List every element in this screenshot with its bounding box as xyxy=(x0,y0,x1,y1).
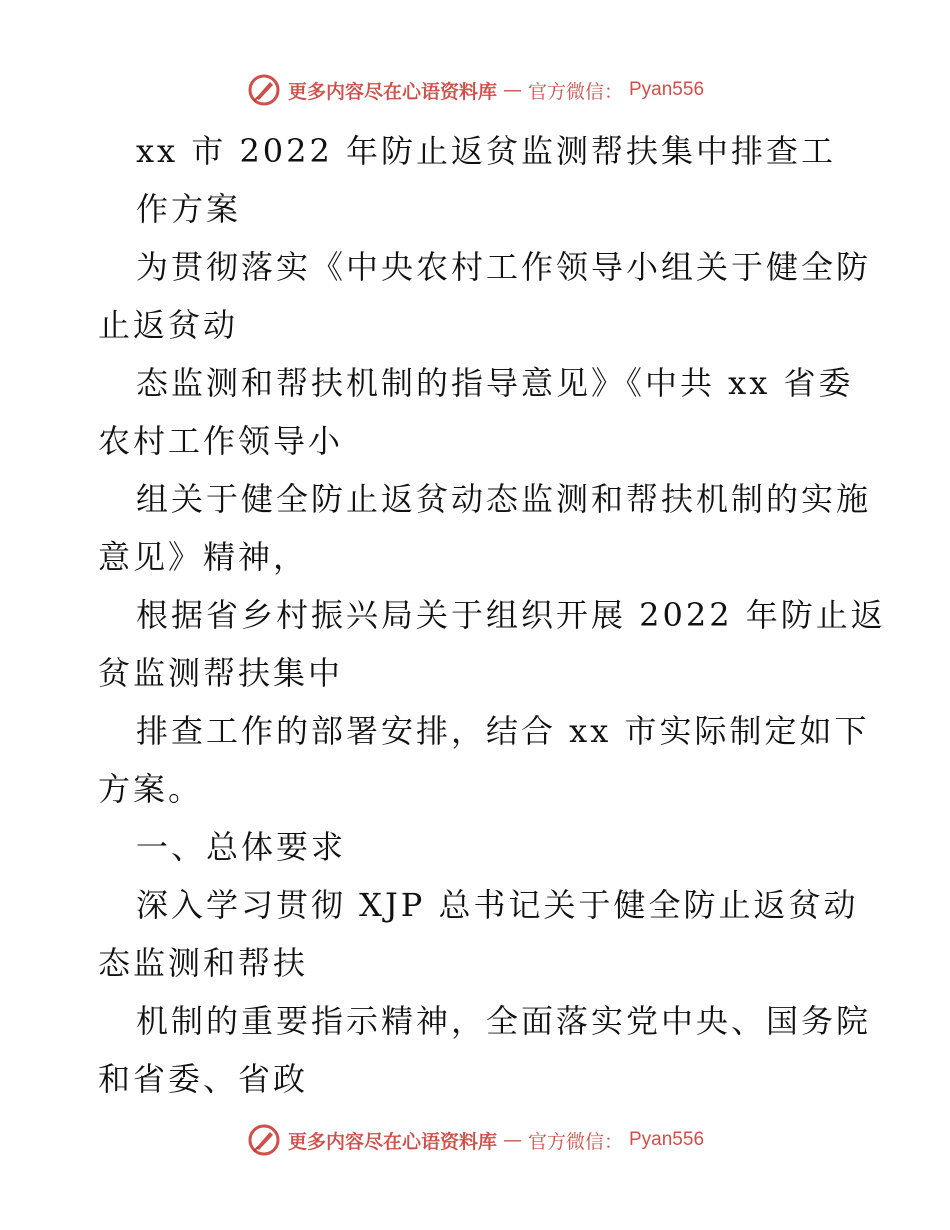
watermark-wechat-label: 官方微信： xyxy=(527,80,623,103)
document-line: 一、总体要求 xyxy=(136,828,347,866)
watermark-wechat-id: Pyan556 xyxy=(629,79,705,100)
document-line: 为贯彻落实《中央农村工作领导小组关于健全防 xyxy=(136,248,872,286)
document-line: 机制的重要指示精神，全面落实党中央、国务院 xyxy=(136,1002,872,1040)
document-line: 止返贫动 xyxy=(98,306,239,344)
footer-watermark xyxy=(0,1120,950,1160)
document-line: 组关于健全防止返贫动态监测和帮扶机制的实施 xyxy=(136,480,872,518)
watermark-site-text: 更多内容尽在心语资料库 xyxy=(287,80,497,103)
document-line: 态监测和帮扶 xyxy=(98,944,309,982)
document-line: 根据省乡村振兴局关于组织开展 2022 年防止返 xyxy=(136,596,886,634)
watermark-separator: — xyxy=(502,79,522,101)
document-line: xx 市 2022 年防止返贫监测帮扶集中排查工 xyxy=(136,132,837,170)
document-line: 深入学习贯彻 XJP 总书记关于健全防止返贫动 xyxy=(136,886,859,924)
watermark-wechat-id: Pyan556 xyxy=(629,1129,705,1150)
quill-circle-logo-icon xyxy=(246,72,282,108)
document-line: 态监测和帮扶机制的指导意见》《中共 xx 省委 xyxy=(136,364,854,402)
document-body xyxy=(98,122,886,1108)
document-line: 排查工作的部署安排，结合 xx 市实际制定如下 xyxy=(136,712,870,750)
watermark-separator: — xyxy=(502,1129,522,1151)
document-line: 农村工作领导小 xyxy=(98,422,344,460)
quill-circle-logo-icon xyxy=(246,1122,282,1158)
watermark-site-text: 更多内容尽在心语资料库 xyxy=(287,1130,497,1153)
header-watermark xyxy=(0,70,950,110)
watermark-wechat-label: 官方微信： xyxy=(527,1130,623,1153)
document-line: 方案。 xyxy=(98,770,204,808)
document-line: 意见》精神， xyxy=(98,538,309,576)
document-line: 作方案 xyxy=(136,190,242,228)
document-line: 贫监测帮扶集中 xyxy=(98,654,344,692)
document-line: 和省委、省政 xyxy=(98,1060,309,1098)
